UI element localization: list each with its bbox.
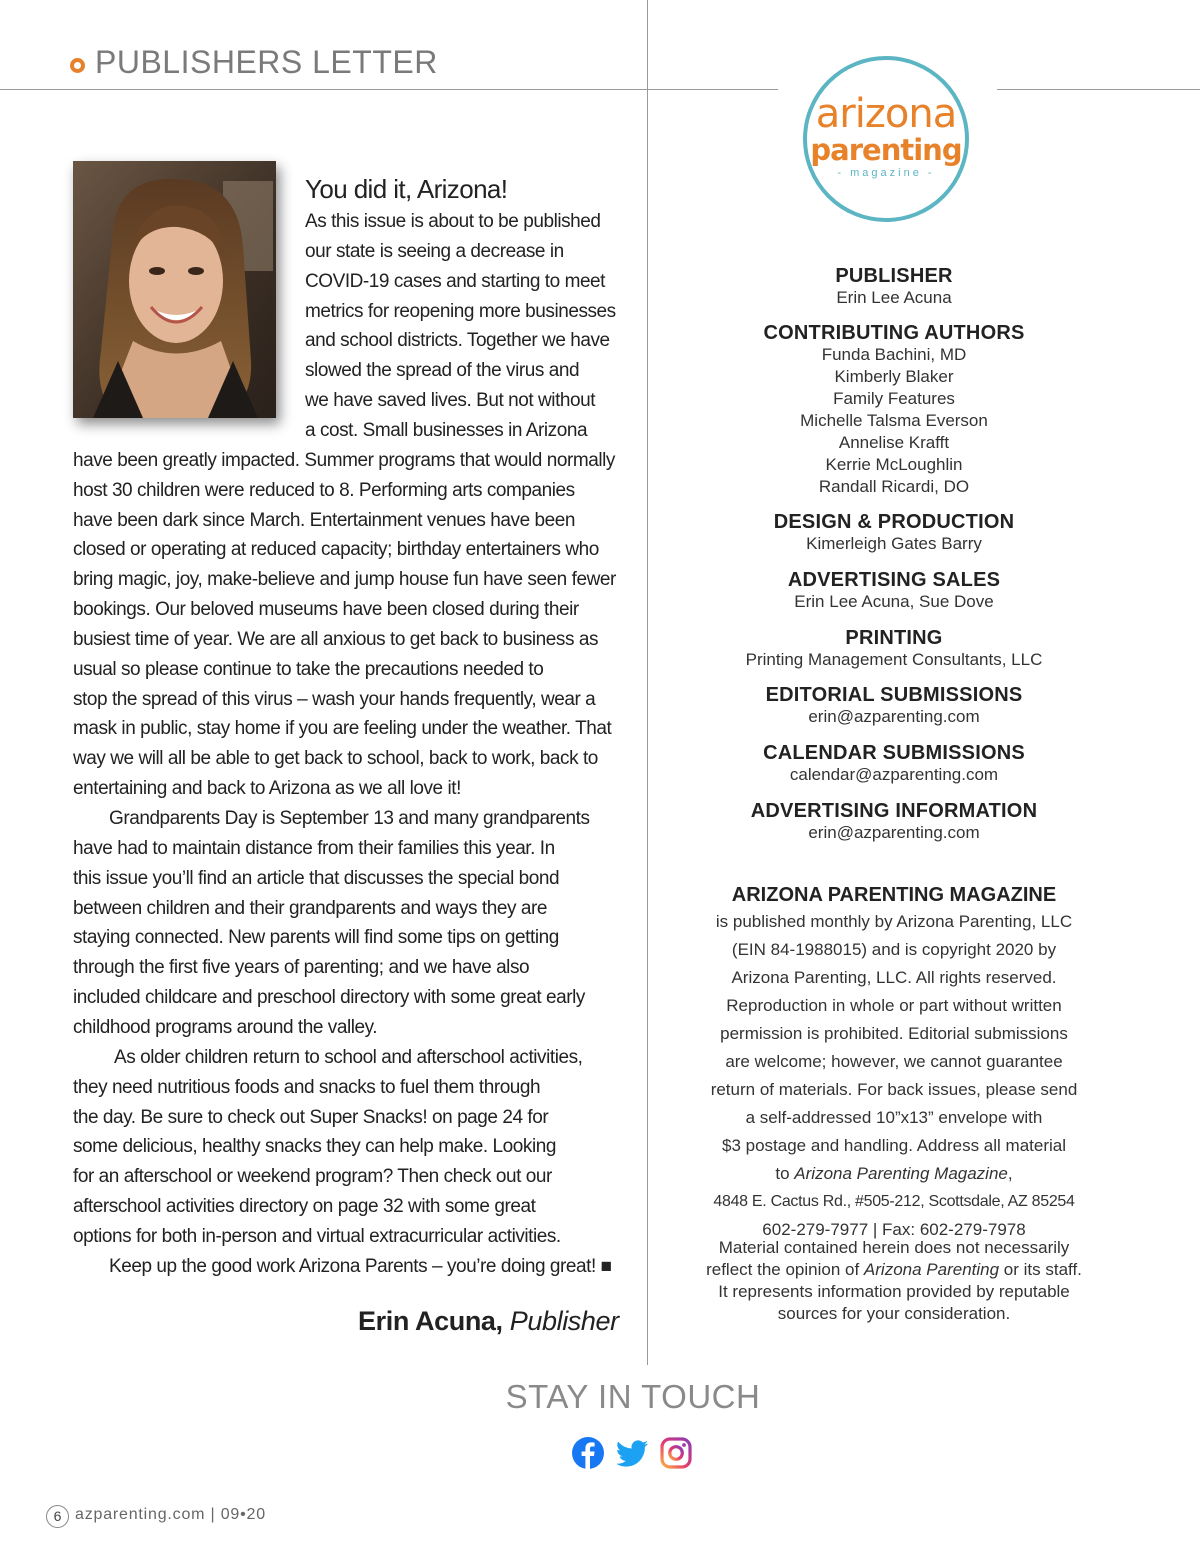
header-rule — [648, 89, 778, 90]
letter-line: usual so please continue to take the precautions needed to — [73, 658, 544, 680]
letter-line: for an afterschool or weekend program? Then check out our — [73, 1166, 552, 1188]
section-bullet-icon — [70, 58, 85, 73]
letter-line: we have saved lives. But not without — [305, 390, 596, 412]
letter-line: busiest time of year. We are all anxious to get back to business as — [73, 628, 599, 650]
letter-line: a cost. Small businesses in Arizona — [305, 419, 588, 441]
masthead-value: Erin Lee Acuna, Sue Dove — [794, 592, 994, 611]
disclaimer-line: It represents information provided by reputable — [718, 1282, 1070, 1301]
publication-line: permission is prohibited. Editorial submissions — [720, 1024, 1068, 1043]
disclaimer — [680, 1237, 1108, 1325]
masthead-heading: CONTRIBUTING AUTHORS — [763, 322, 1025, 344]
stay-in-touch-label: STAY IN TOUCH — [505, 1378, 761, 1415]
letter-line: entertaining and back to Arizona as we all love it! — [73, 778, 461, 800]
signature-title: Publisher — [509, 1306, 619, 1336]
publisher-photo — [73, 161, 276, 418]
masthead-value: Michelle Talsma Everson — [800, 411, 988, 430]
letter-line: way we will all be able to get back to school, back to work, back to — [73, 748, 598, 770]
letter-line: As older children return to school and afterschool activities, — [114, 1046, 583, 1068]
letter-line: they need nutritious foods and snacks to fuel them through — [73, 1076, 541, 1098]
masthead-value: Kimberly Blaker — [834, 367, 954, 386]
letter-line: childhood programs around the valley. — [73, 1016, 378, 1038]
masthead-section — [680, 322, 1108, 498]
social-links — [571, 1436, 693, 1470]
letter-line: have been greatly impacted. Summer programs that would normally — [73, 449, 615, 471]
letter-line: included childcare and preschool directory with some great early — [73, 987, 585, 1009]
letter-line: have been dark since March. Entertainment venues have been — [73, 509, 576, 531]
letter-line: stop the spread of this virus – wash your hands frequently, wear a — [73, 688, 596, 710]
signature — [358, 1306, 619, 1337]
masthead-value: Family Features — [833, 389, 955, 408]
masthead-heading: ADVERTISING SALES — [787, 569, 1001, 591]
masthead-heading: EDITORIAL SUBMISSIONS — [765, 684, 1023, 706]
header-rule — [997, 89, 1200, 90]
disclaimer-line: Material contained herein does not necessarily — [718, 1238, 1070, 1257]
letter-line: closed or operating at reduced capacity; birthday entertainers who — [73, 539, 599, 561]
letter-line: As this issue is about to be published — [305, 211, 601, 232]
publication-line: Reproduction in whole or part without written — [726, 996, 1062, 1015]
phone-fax: 602-279-7977 | Fax: 602-279-7978 — [762, 1220, 1026, 1239]
letter-headline: You did it, Arizona! — [305, 174, 508, 204]
publication-heading: ARIZONA PARENTING MAGAZINE — [731, 884, 1057, 906]
letter-line: options for both in-person and virtual extracurricular activities. — [73, 1225, 561, 1247]
disclaimer-line: sources for your consideration. — [777, 1304, 1011, 1323]
masthead-value: Funda Bachini, MD — [821, 345, 967, 364]
masthead-value: Printing Management Consultants, LLC — [745, 650, 1043, 669]
column-divider — [647, 0, 648, 1365]
masthead-value: Kimerleigh Gates Barry — [806, 534, 982, 553]
masthead-value: erin@azparenting.com — [808, 823, 980, 842]
logo-text: parenting — [810, 133, 962, 167]
letter-line: afterschool activities directory on page 32 with some great — [73, 1196, 536, 1218]
masthead-value: Erin Lee Acuna — [836, 288, 952, 307]
masthead-section — [680, 569, 1108, 613]
letter-line: Grandparents Day is September 13 and many grandparents — [109, 808, 590, 829]
letter-line: mask in public, stay home if you are feeling under the weather. That — [73, 718, 612, 740]
masthead-section — [680, 684, 1108, 728]
logo-text: arizona — [815, 91, 957, 137]
instagram-icon[interactable] — [659, 1436, 693, 1470]
masthead-heading: PUBLISHER — [835, 265, 953, 287]
magazine-name: Arizona Parenting Magazine — [794, 1164, 1008, 1183]
header-rule — [0, 89, 648, 90]
section-title: PUBLISHERS LETTER — [95, 44, 438, 80]
masthead-value: Randall Ricardi, DO — [818, 477, 970, 496]
twitter-icon[interactable] — [615, 1436, 649, 1470]
letter-line: bookings. Our beloved museums have been closed during their — [73, 599, 579, 621]
masthead-value: Annelise Krafft — [838, 433, 950, 452]
page-number: 6 — [46, 1505, 69, 1528]
arizona-parenting-logo — [803, 56, 969, 222]
publication-line: to Arizona Parenting Magazine, — [775, 1164, 1013, 1183]
letter-line: some delicious, healthy snacks they can help make. Looking — [73, 1136, 556, 1158]
letter-line: host 30 children were reduced to 8. Performing arts companies — [73, 479, 575, 501]
masthead-heading: CALENDAR SUBMISSIONS — [763, 742, 1025, 764]
mailing-address: 4848 E. Cactus Rd., #505-212, Scottsdale, AZ 85254 — [713, 1193, 1075, 1210]
facebook-icon[interactable] — [571, 1436, 605, 1470]
masthead-section — [680, 742, 1108, 786]
letter-line: slowed the spread of the virus and — [305, 360, 580, 382]
masthead-section — [680, 800, 1108, 844]
letter-line: have had to maintain distance from their families this year. In — [73, 837, 555, 859]
letter-line: COVID-19 cases and starting to meet — [305, 270, 606, 292]
masthead-heading: ADVERTISING INFORMATION — [750, 800, 1038, 822]
publication-line: $3 postage and handling. Address all material — [721, 1136, 1066, 1155]
publication-line: (EIN 84-1988015) and is copyright 2020 by — [731, 940, 1057, 959]
publication-line: return of materials. For back issues, please send — [710, 1080, 1078, 1099]
letter-line: staying connected. New parents will find some tips on getting — [73, 927, 559, 949]
masthead-heading: DESIGN & PRODUCTION — [773, 511, 1015, 533]
logo-text: - magazine - — [837, 167, 935, 179]
letter-line: bring magic, joy, make-believe and jump house fun have seen fewer — [73, 569, 616, 591]
letter-line: through the first five years of parenting; and we have also — [73, 957, 530, 979]
letter-line: this issue you’ll find an article that discusses the special bond — [73, 867, 560, 889]
letter-line: metrics for reopening more businesses — [305, 300, 616, 322]
masthead-value: Kerrie McLoughlin — [825, 455, 963, 474]
footer-text: azparenting.com | 09•20 — [75, 1506, 266, 1523]
publication-line: is published monthly by Arizona Parenting, LLC — [715, 912, 1073, 931]
publication-line: are welcome; however, we cannot guarantee — [725, 1052, 1063, 1071]
publication-info — [680, 884, 1108, 1244]
masthead-heading: PRINTING — [845, 627, 943, 649]
letter-line: between children and their grandparents and ways they are — [73, 897, 547, 919]
masthead-value: erin@azparenting.com — [808, 707, 980, 726]
masthead-section — [680, 627, 1108, 671]
letter-line: and school districts. Together we have — [305, 330, 610, 352]
masthead-section — [680, 511, 1108, 555]
publication-line: a self-addressed 10”x13” envelope with — [745, 1108, 1043, 1127]
letter-line: Keep up the good work Arizona Parents – you’re doing great! ■ — [109, 1255, 612, 1277]
disclaimer-line: reflect the opinion of Arizona Parenting or its staff. — [706, 1260, 1082, 1279]
signature-name: Erin Acuna, — [358, 1306, 503, 1336]
masthead-section — [680, 265, 1108, 309]
letter-line: our state is seeing a decrease in — [305, 240, 564, 262]
masthead-value: calendar@azparenting.com — [789, 765, 999, 784]
letter-line: the day. Be sure to check out Super Snacks! on page 24 for — [73, 1106, 549, 1128]
publication-line: Arizona Parenting, LLC. All rights reserved. — [731, 968, 1057, 987]
